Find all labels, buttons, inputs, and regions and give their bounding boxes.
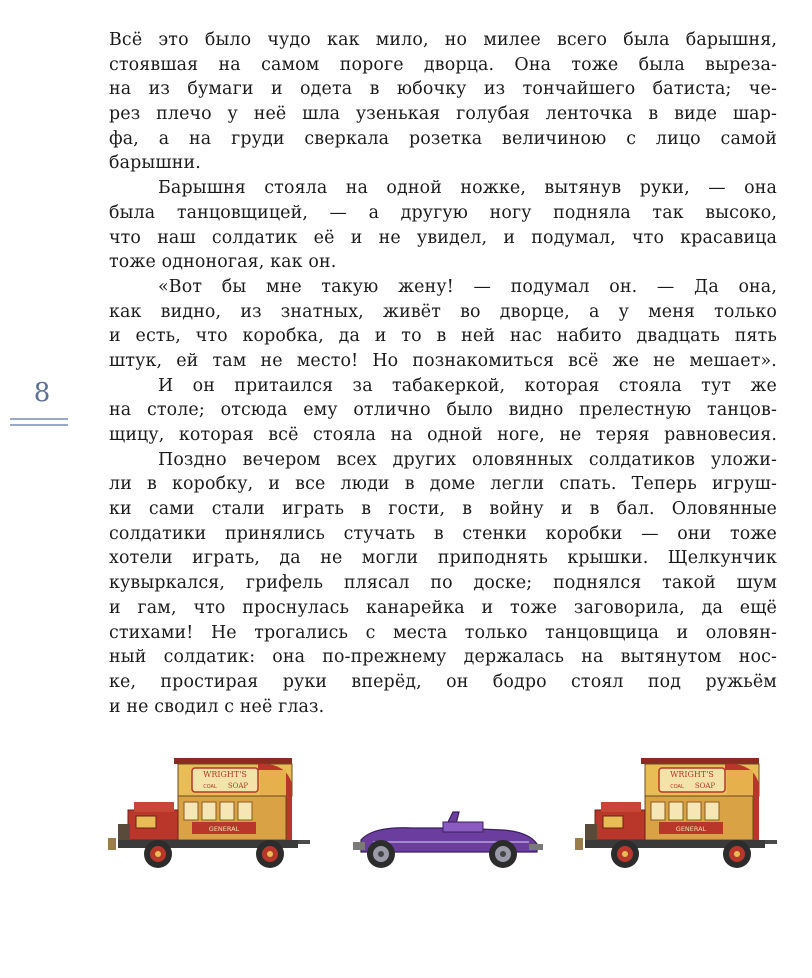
bus-panel-text: GENERAL	[208, 825, 240, 833]
text-line: тоже одноногая, как он.	[109, 252, 337, 273]
text-line: стоявшая на самом пороге дворца. Она тоже была выреза-	[109, 54, 777, 75]
toy-bus-illustration	[575, 744, 781, 874]
text-line: щицу, которая всё стояла на одной ноге, не теряя равновесия.	[109, 425, 777, 445]
text-line: ный солдатик: она по-прежнему держалась на вытянутом нос-	[109, 647, 777, 668]
toy-bus-illustration	[108, 744, 314, 874]
text-line: хотели играть, да не могли приподнять крышки. Щелкунчик	[109, 548, 777, 569]
bus-sign-text: SOAP	[227, 782, 249, 790]
text-line: на из бумаги и одета в юбочку из тончайшего батиста; че-	[109, 79, 777, 100]
bus-sign-text: COAL	[670, 784, 684, 790]
toy-vehicles-illustration	[108, 744, 788, 874]
page-number-rule	[10, 424, 68, 426]
bus-sign-text: WRIGHT'S	[203, 770, 247, 779]
text-line: и не сводил с неё глаз.	[109, 696, 325, 717]
text-line: на столе; отсюда ему отлично было видно прелестную танцов-	[109, 400, 777, 421]
text-line: ли в коробку, и все люди в доме легли спать. Теперь игруш-	[109, 474, 777, 495]
text-line: Всё это было чудо как мило, но милее всего была барышня,	[109, 30, 777, 50]
text-line: как видно, из знатных, живёт во дворце, а у меня только	[109, 301, 777, 322]
bus-panel-text: GENERAL	[675, 825, 707, 833]
text-line: солдатики принялись стучать в стенки коробки — они тоже	[109, 523, 777, 544]
text-line: и есть, что коробка, да и то в ней нас набито двадцать пять	[109, 326, 777, 347]
toy-car-illustration	[353, 800, 545, 872]
text-line: стихами! Не трогались с места только танцовщица и оловян-	[109, 622, 777, 643]
text-line: Барышня стояла на одной ножке, вытянув руки, — она	[158, 178, 777, 199]
text-line: рез плечо у неё шла узенькая голубая ленточка в виде шар-	[109, 104, 777, 125]
text-line: «Вот бы мне такую жену! — подумал он. — Да она,	[158, 276, 777, 297]
text-line: ке, простирая руки вперёд, он бодро стоял под ружьём	[109, 671, 777, 692]
text-line: барышни.	[109, 153, 201, 174]
text-line: И он притаился за табакеркой, которая стояла тут же	[158, 375, 777, 396]
text-line: кувыркался, грифель плясал по доске; поднялся такой шум	[109, 573, 777, 594]
bus-sign-text: WRIGHT'S	[670, 770, 714, 779]
bus-sign-text: SOAP	[694, 782, 716, 790]
text-line: Поздно вечером всех других оловянных солдатиков уложи-	[158, 449, 777, 470]
text-line: и гам, что проснулась канарейка и тоже заговорила, да ещё	[109, 597, 777, 618]
page-number-rule	[10, 418, 68, 420]
text-line: что наш солдатик её и не увидел, и подумал, что красавица	[109, 227, 777, 248]
text-line: ки сами стали играть в гости, в войну и в бал. Оловянные	[109, 499, 777, 520]
bus-sign-text: COAL	[203, 784, 217, 790]
text-line: была танцовщицей, — а другую ногу подняла так высоко,	[109, 202, 777, 223]
story-text	[109, 28, 777, 719]
page-number: 8	[33, 378, 51, 408]
text-line: штук, ей там не место! Но познакомиться всё же не мешает».	[109, 350, 777, 371]
text-line: фа, а на груди сверкала розетка величиною с лицо самой	[109, 128, 777, 149]
